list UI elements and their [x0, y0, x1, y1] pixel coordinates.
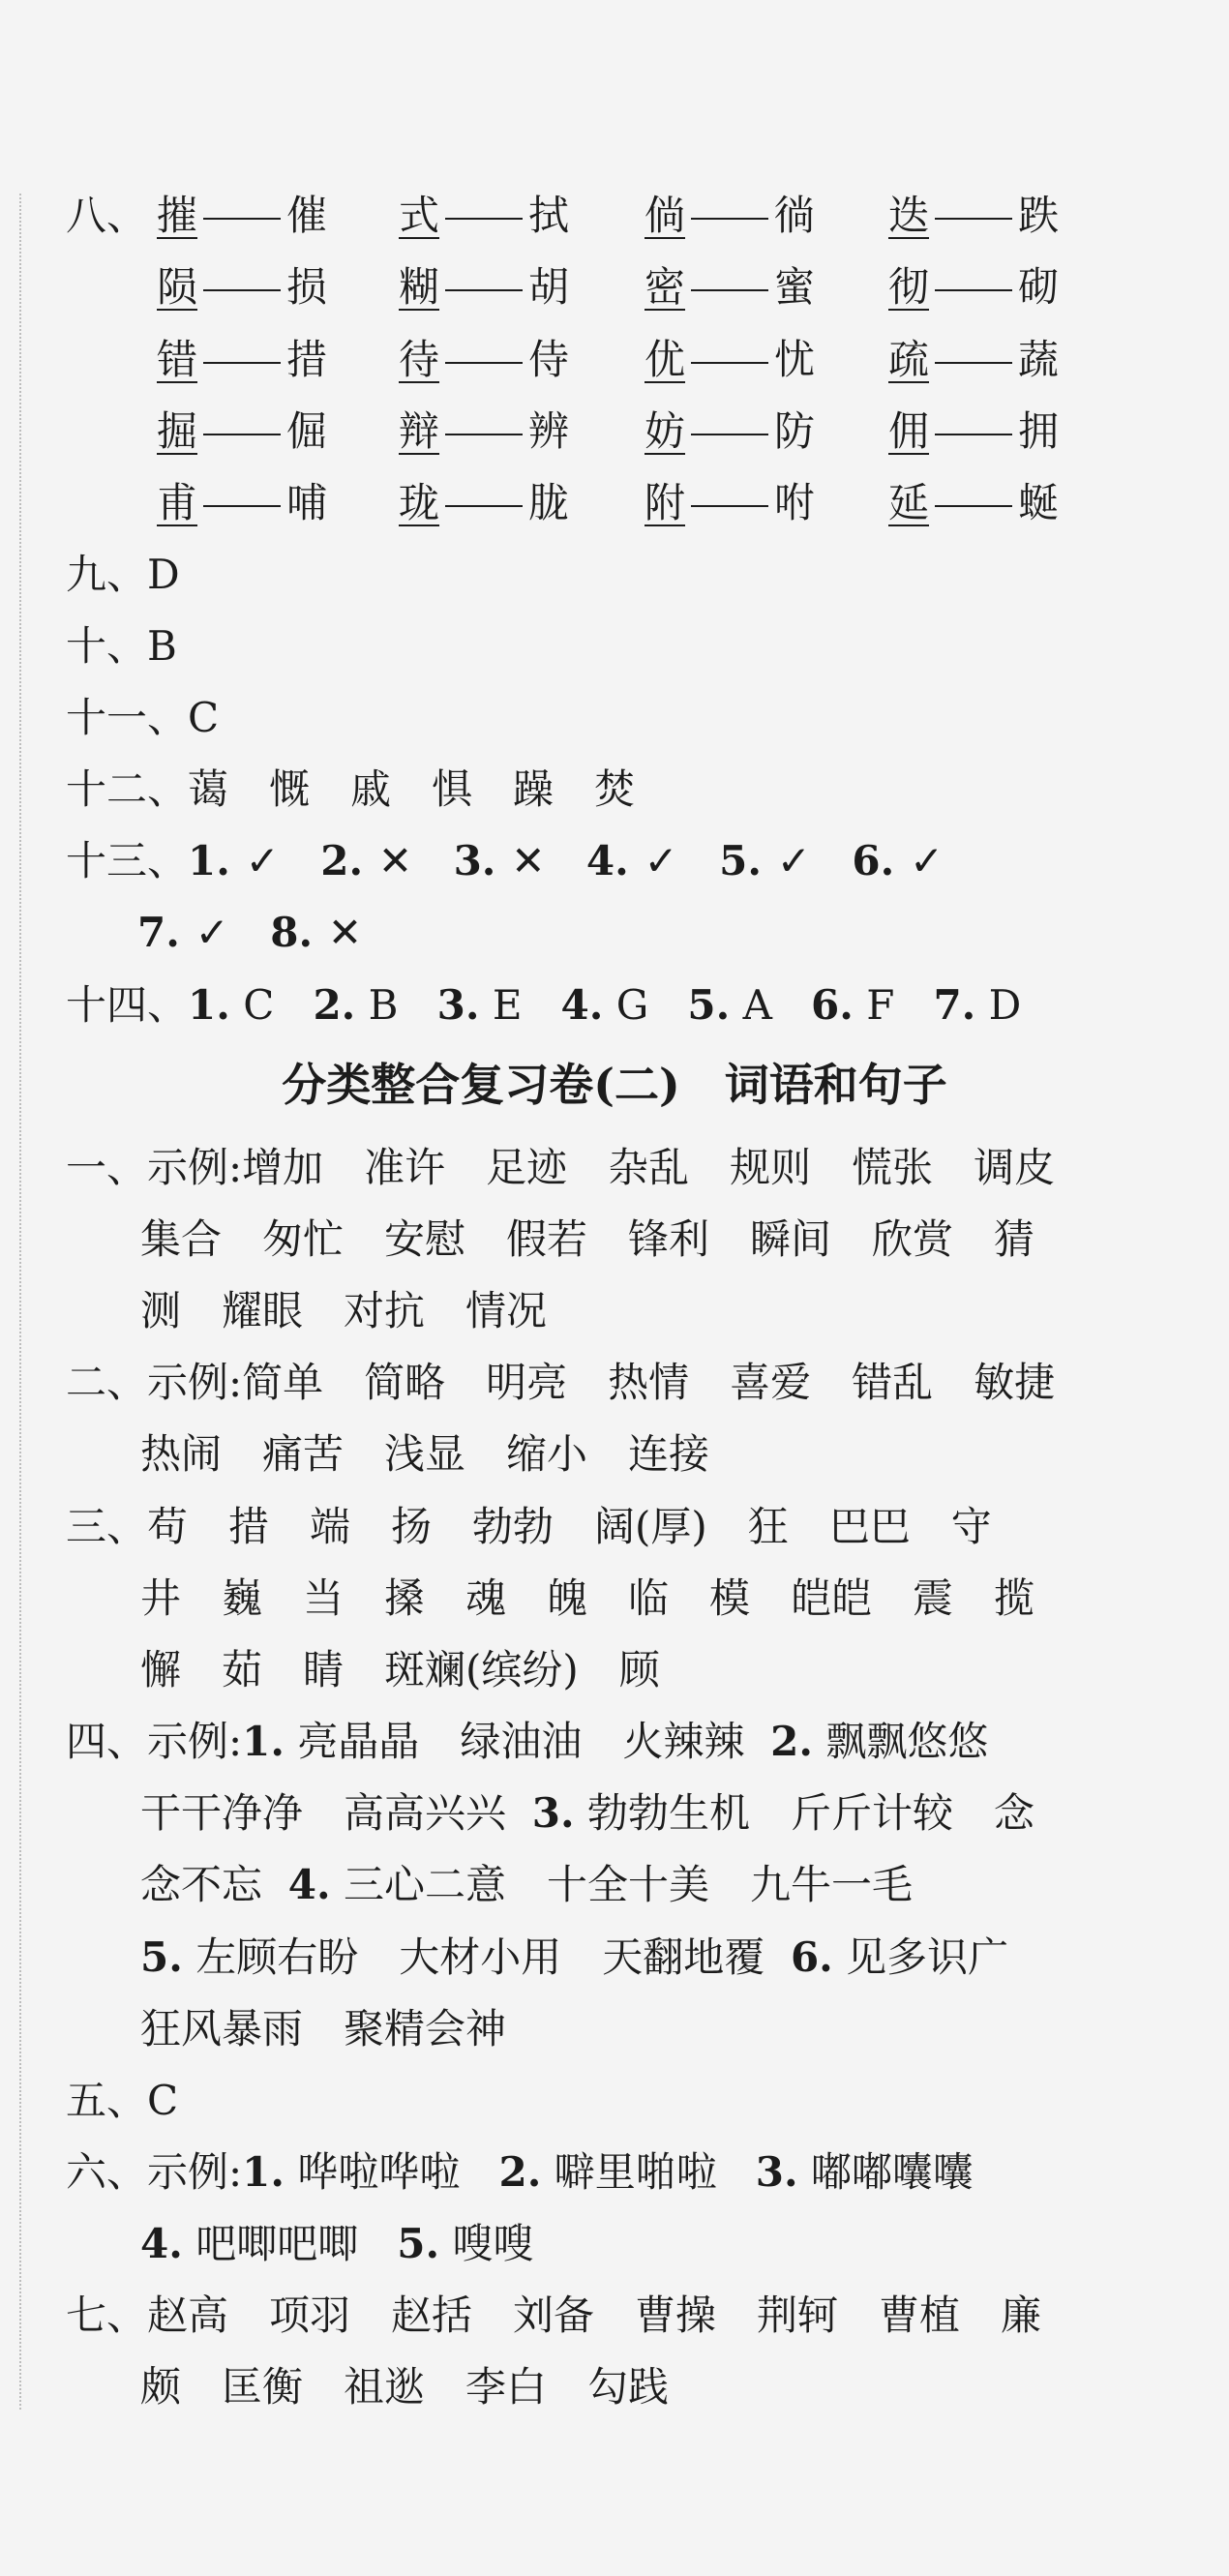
q11-label: 十一、 — [66, 694, 189, 741]
s6-label: 六、 — [66, 2148, 148, 2196]
s3-line-3: 懈 茹 睛 斑斓(缤纷) 顾 — [140, 1646, 660, 1693]
q10-label: 十、 — [66, 622, 148, 670]
q10-line — [66, 612, 177, 681]
q8-pair: 式 拭 — [399, 192, 570, 239]
s1-label: 一、 — [66, 1144, 148, 1191]
q8-pair: 倘 徜 — [644, 192, 816, 239]
q8-pair: 迭 跌 — [888, 192, 1060, 239]
q8-label: 八、 — [66, 192, 148, 239]
s4-line-4: 5. 左顾右盼 大材小用 天翻地覆 6. 见多识广 — [140, 1933, 1009, 1981]
q11-answer: C — [188, 694, 220, 741]
q9-answer: D — [147, 551, 180, 598]
q8-pair: 待 侍 — [399, 336, 570, 383]
s7-label: 七、 — [66, 2291, 148, 2339]
cross-icon: ✕ — [377, 837, 413, 884]
q8-pair: 妨 防 — [644, 407, 816, 455]
s7-line-2: 颇 匡衡 祖逖 李白 勾践 — [140, 2363, 670, 2411]
s4-line-5: 狂风暴雨 聚精会神 — [140, 2005, 507, 2052]
q8-pair: 附 咐 — [644, 479, 816, 526]
q13-label: 十三、 — [66, 837, 189, 884]
q8-pair: 掘 倔 — [157, 407, 328, 455]
q8-row-2 — [0, 253, 1229, 322]
check-icon: ✓ — [245, 837, 280, 884]
check-icon: ✓ — [195, 909, 229, 956]
q8-row-4 — [0, 397, 1229, 466]
check-icon: ✓ — [776, 837, 811, 884]
q14-line: 十四、1. C 2. B 3. E 4. G 5. A 6. F 7. D — [66, 981, 1022, 1029]
s4-line-1: 四、示例:1. 亮晶晶 绿油油 火辣辣 2. 飘飘悠悠 — [66, 1718, 989, 1765]
s3-label: 三、 — [66, 1503, 148, 1550]
q8-pair: 辩 辨 — [399, 407, 570, 455]
q12-answer: 蔼 慨 戚 惧 躁 焚 — [188, 765, 636, 813]
q9-label: 九、 — [66, 551, 148, 598]
q8-row-3 — [0, 325, 1229, 395]
q8-pair: 陨 损 — [157, 263, 328, 311]
q8-pair: 摧 催 — [157, 192, 328, 239]
s1-line-1: 一、示例:增加 准许 足迹 杂乱 规则 慌张 调皮 — [66, 1144, 1056, 1191]
s5-line — [66, 2066, 178, 2136]
s2-line-1: 二、示例:简单 简略 明亮 热情 喜爱 错乱 敏捷 — [66, 1359, 1056, 1406]
q10-answer: B — [147, 622, 177, 670]
s1-line-2: 集合 匆忙 安慰 假若 锋利 瞬间 欣赏 猜 — [140, 1215, 1035, 1263]
s5-answer: C — [147, 2077, 179, 2124]
q8-pair: 佣 拥 — [888, 407, 1060, 455]
s4-line-3: 念不忘 4. 三心二意 十全十美 九牛一毛 — [140, 1861, 913, 1908]
q13-line-2: 7. ✓ 8. ✕ — [137, 898, 365, 968]
q8-pair: 密 蜜 — [644, 263, 816, 311]
s3-line-1: 三、苟 措 端 扬 勃勃 阔(厚) 狂 巴巴 守 — [66, 1503, 992, 1550]
q8-pair: 珑 胧 — [399, 479, 570, 526]
q8-pair: 优 忧 — [644, 336, 816, 383]
q8-row-5 — [0, 468, 1229, 538]
q12-line — [66, 755, 635, 824]
cross-icon: ✕ — [327, 909, 363, 956]
q8-pair: 错 措 — [157, 336, 328, 383]
check-icon: ✓ — [644, 837, 678, 884]
q8-pair: 糊 胡 — [399, 263, 570, 311]
q13-line-1: 十三、1. ✓ 2. ✕ 3. ✕ 4. ✓ 5. ✓ 6. ✓ — [66, 826, 946, 896]
s1-line-3: 测 耀眼 对抗 情况 — [140, 1287, 548, 1334]
s6-line-2: 4. 吧唧吧唧 5. 嗖嗖 — [140, 2220, 534, 2267]
s2-line-2: 热闹 痛苦 浅显 缩小 连接 — [140, 1430, 710, 1478]
s3-line-2: 井 巍 当 搡 魂 魄 临 模 皑皑 震 揽 — [140, 1574, 1035, 1622]
s4-line-2: 干干净净 高高兴兴 3. 勃勃生机 斤斤计较 念 — [140, 1789, 1034, 1837]
section-title: 分类整合复习卷(二) 词语和句子 — [282, 1059, 947, 1111]
q8-pair: 甫 哺 — [157, 479, 328, 526]
q8-pair: 彻 砌 — [888, 263, 1060, 311]
s6-line-1: 六、示例:1. 哗啦哗啦 2. 噼里啪啦 3. 嘟嘟囔囔 — [66, 2148, 974, 2196]
s4-label: 四、 — [66, 1718, 148, 1765]
q14-label: 十四、 — [66, 981, 189, 1029]
s2-label: 二、 — [66, 1359, 148, 1406]
s5-label: 五、 — [66, 2077, 148, 2124]
q8-pair: 疏 蔬 — [888, 336, 1060, 383]
check-icon: ✓ — [910, 837, 944, 884]
q12-label: 十二、 — [66, 765, 189, 813]
cross-icon: ✕ — [511, 837, 546, 884]
q9-line — [66, 540, 180, 610]
s7-line-1: 七、赵高 项羽 赵括 刘备 曹操 荆轲 曹植 廉 — [66, 2291, 1042, 2339]
q8-row-1 — [0, 181, 1229, 251]
q11-line — [66, 683, 219, 753]
q8-pair: 延 蜒 — [888, 479, 1060, 526]
